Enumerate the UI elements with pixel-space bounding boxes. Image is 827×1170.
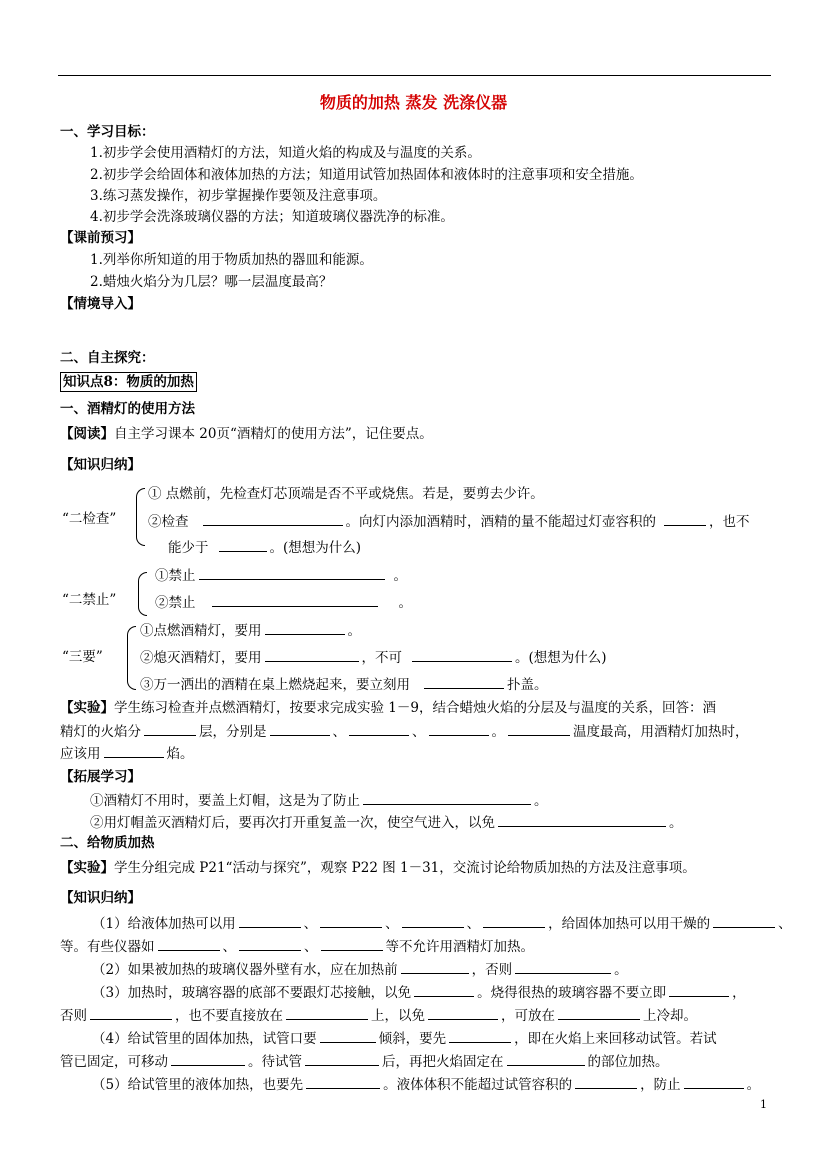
brace (127, 626, 136, 690)
summary2-line-5: 否则 ，也不要直接放在 上，以免 ，可放在 上冷却。 (60, 1008, 697, 1024)
intro-heading: 【情境导入】 (60, 296, 141, 312)
knowledge-point-box: 知识点8：物质的加热 (60, 372, 197, 392)
summary2-line-2: 等。有些仪器如 、 、 等不允许用酒精灯加热。 (60, 939, 534, 955)
experiment-line-3: 应该用 焰。 (60, 746, 194, 762)
forbid-line-2: ②禁止 。 (155, 595, 412, 611)
preview-heading: 【课前预习】 (60, 230, 141, 246)
extension-heading: 【拓展学习】 (60, 769, 141, 785)
experiment-line-2: 精灯的火焰分 层，分别是 、 、 。 温度最高，用酒精灯加热时， (60, 724, 749, 740)
check-line-3: 能少于 。(想想为什么) (168, 540, 362, 556)
summary2-line-7: 管已固定，可移动 。待试管 后，再把火焰固定在 的部位加热。 (60, 1054, 669, 1070)
summary2-line-1: （1）给液体加热可以用 、 、 、 ，给固体加热可以用干燥的 、 (92, 916, 792, 932)
three-line-1: ①点燃酒精灯，要用 。 (140, 623, 361, 639)
brace (136, 488, 145, 546)
section-goals-heading: 一、学习目标： (60, 124, 155, 140)
three-label: “三要” (62, 649, 103, 665)
section-explore-heading: 二、自主探究： (60, 350, 155, 366)
check-label: “二检查” (62, 511, 117, 527)
preview-item: 2.蜡烛火焰分为几层？哪一层温度最高？ (90, 274, 333, 290)
forbid-line-1: ①禁止 。 (155, 568, 407, 584)
read-line: 【阅读】自主学习课本 20页“酒精灯的使用方法”，记住要点。 (60, 426, 433, 442)
page-title: 物质的加热 蒸发 洗涤仪器 (319, 93, 508, 112)
subsection-lamp-heading: 一、酒精灯的使用方法 (60, 401, 195, 417)
page-number: 1 (760, 1098, 767, 1111)
summary-heading: 【知识归纳】 (60, 457, 141, 473)
subsection-heating-heading: 二、给物质加热 (60, 835, 155, 851)
experiment-line-1: 【实验】学生练习检查并点燃酒精灯，按要求完成实验 1－9，结合蜡烛火焰的分层及与温度的关系，回答：酒 (60, 700, 716, 716)
three-line-2: ②熄灭酒精灯，要用 ，不可 。(想想为什么) (140, 650, 607, 666)
summary2-heading: 【知识归纳】 (60, 890, 141, 906)
goal-item: 4.初步学会洗涤玻璃仪器的方法；知道玻璃仪器洗净的标准。 (90, 209, 454, 225)
forbid-label: “二禁止” (62, 592, 117, 608)
header-rule (58, 75, 771, 76)
three-line-3: ③万一洒出的酒精在桌上燃烧起来，要立刻用 扑盖。 (140, 677, 548, 693)
goal-item: 2.初步学会给固体和液体加热的方法；知道用试管加热固体和液体时的注意事项和安全措施。 (90, 167, 643, 183)
summary2-line-8: （5）给试管里的液体加热，也要先 。液体体积不能超过试管容积的 ，防止 。 (92, 1077, 761, 1093)
brace (138, 572, 147, 616)
summary2-line-3: （2）如果被加热的玻璃仪器外壁有水，应在加热前 ，否则 。 (92, 962, 628, 978)
summary2-line-6: （4）给试管里的固体加热，试管口要 倾斜，要先 ，即在火焰上来回移动试管。若试 (92, 1031, 717, 1047)
extension-line-2: ②用灯帽盖灭酒精灯后，要再次打开重复盖一次，使空气进入，以免 。 (90, 815, 683, 831)
experiment2-line: 【实验】学生分组完成 P21“活动与探究”，观察 P22 图 1－31，交流讨论给物质加热的方法及注意事项。 (60, 860, 696, 876)
check-line-2: ②检查 。向灯内添加酒精时，酒精的量不能超过灯壶容积的 ，也不 (148, 514, 750, 530)
goal-item: 1.初步学会使用酒精灯的方法，知道火焰的构成及与温度的关系。 (90, 145, 481, 161)
extension-line-1: ①酒精灯不用时，要盖上灯帽，这是为了防止 。 (90, 793, 548, 809)
goal-item: 3.练习蒸发操作，初步掌握操作要领及注意事项。 (90, 188, 387, 204)
preview-item: 1.列举你所知道的用于物质加热的器皿和能源。 (90, 252, 373, 268)
check-line-1: ① 点燃前，先检查灯芯顶端是否不平或烧焦。若是，要剪去少许。 (148, 486, 544, 502)
summary2-line-4: （3）加热时，玻璃容器的底部不要跟灯芯接触，以免 。烧得很热的玻璃容器不要立即 ， (92, 985, 746, 1001)
